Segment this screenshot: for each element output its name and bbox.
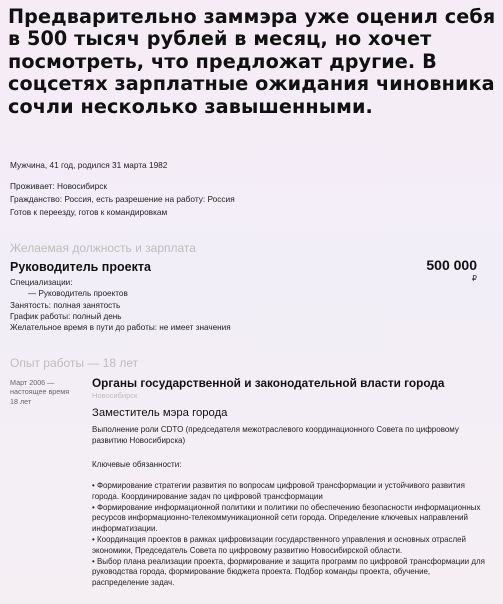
specialization-item: — Руководитель проектов <box>28 289 128 298</box>
specializations-label: Специализации: <box>10 278 73 287</box>
headline-text: Предварительно заммэра уже оценил себя в 500 тысяч рублей в месяц, но хочет посмотреть, что предложат другие. В соцсетях зарплатные ожидания чиновника сочли несколько завышенными. <box>8 5 496 118</box>
duty-item: • Формирование стратегии развития по вопросам цифровой трансформации и устойчивого развития города. Координирование задач по цифровой трансформации <box>92 481 465 501</box>
experience-period-end: настоящее время <box>10 387 70 396</box>
duty-item: • Координация проектов в рамках цифровизации государственного управления и основных отраслей экономики, Председатель Совета по цифровому развитию Новосибирской области. <box>92 534 466 555</box>
travel-time: Желательное время в пути до работы: не имеет значения <box>10 323 231 332</box>
person-relocation: Готов к переезду, готов к командировкам <box>10 207 168 217</box>
experience-duration: 18 лет <box>10 397 32 406</box>
duties-label: Ключевые обязанности: <box>92 460 182 469</box>
desired-position-section-title: Желаемая должность и зарплата <box>10 241 196 255</box>
organization-name: Органы государственной и законодательной власти города <box>92 376 445 390</box>
job-position: Заместитель мэра города <box>92 407 228 419</box>
desired-salary: 500 000 <box>426 257 477 273</box>
person-summary: Мужчина, 41 год, родился 31 марта 1982 <box>10 160 168 170</box>
duty-item: • Формирование информационной политики и политики по обеспечению безопасности информационных ресурсов информационно-телекоммуникационной сети города. Определение ключевых направлений информатизации. <box>92 502 481 534</box>
duty-item: • Выбор плана реализации проекта, формирование и защита программ по цифровой трансформации для руководства города, формирование бюджета проекта. Подбор команды проекта, обучение, распределение задач. <box>92 556 485 588</box>
experience-section-title: Опыт работы — 18 лет <box>10 356 139 370</box>
person-citizenship: Гражданство: Россия, есть разрешение на работу: Россия <box>10 194 235 204</box>
salary-currency: ₽ <box>471 274 477 283</box>
employment-type: Занятость: полная занятость <box>10 301 121 310</box>
work-schedule: График работы: полный день <box>10 312 122 321</box>
desired-position-title: Руководитель проекта <box>10 260 151 274</box>
duties-list <box>92 481 487 589</box>
organization-location: Новосибирск <box>92 391 138 400</box>
role-description: Выполнение роли CDTO (председателя межотраслевого координационного Совета по цифровому развитию Новосибирска) <box>92 425 459 445</box>
experience-period-start: Март 2006 — <box>10 378 55 387</box>
person-residence: Проживает: Новосибирск <box>10 181 108 191</box>
